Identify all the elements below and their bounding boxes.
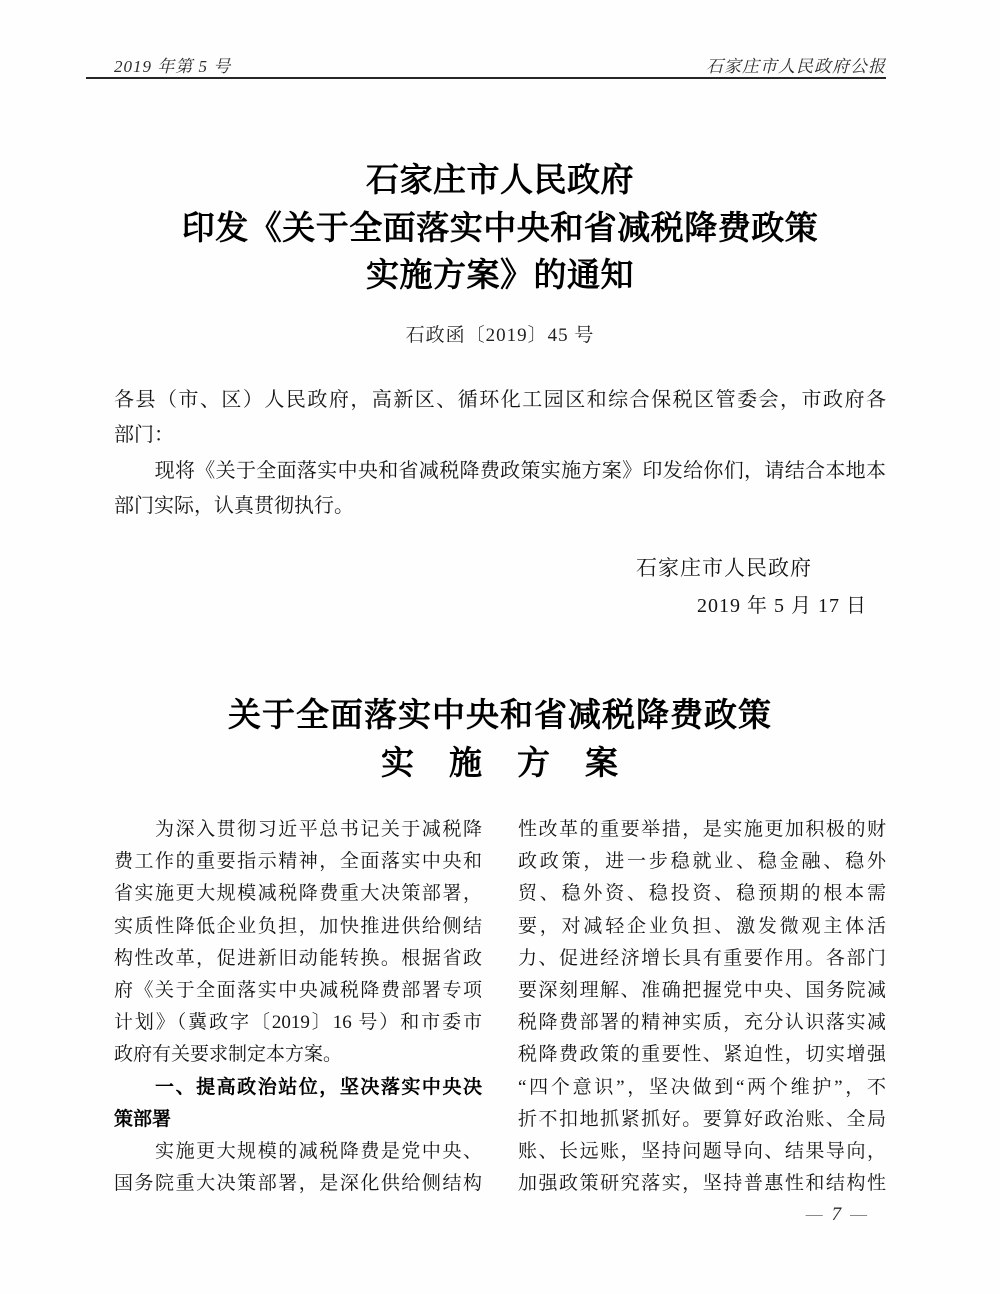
plan-text-line: “四个意识”，坚决做到“两个维护”，不 (518, 1076, 886, 1098)
signature-org: 石家庄市人民政府 (636, 556, 812, 580)
signature-date: 2019 年 5 月 17 日 (697, 595, 867, 617)
plan-text-line: 国务院重大决策部署，是深化供给侧结构 (114, 1173, 482, 1195)
notice-body (114, 383, 886, 525)
running-head (114, 52, 886, 77)
plan-text-line: 折不扣地抓紧抓好。要算好政治账、全局 (518, 1108, 886, 1130)
plan-title (0, 692, 1000, 788)
page-number-value: 7 (831, 1204, 842, 1225)
plan-text-line: 政府有关要求制定本方案。 (114, 1044, 343, 1066)
doc-number: 石政函〔2019〕45 号 (405, 325, 595, 346)
plan-right-column (518, 814, 886, 1200)
plan-text-line: 税降费部署的精神实质，充分认识落实减 (518, 1012, 886, 1034)
plan-text-line: 策部署 (114, 1108, 172, 1130)
plan-text-line: 费工作的重要指示精神，全面落实中央和 (114, 851, 482, 873)
plan-text-line: 政政策，进一步稳就业、稳金融、稳外 (518, 851, 886, 873)
header-rule (86, 77, 886, 79)
plan-text-line: 一、提高政治站位，坚决落实中央决 (114, 1076, 482, 1098)
plan-text-line: 实质性降低企业负担，加快推进供给侧结 (114, 915, 482, 937)
notice-body-line: 现将《关于全面落实中央和省减税降费政策实施方案》印发给你们，请结合本地本 (114, 459, 886, 482)
plan-text-line: 加强政策研究落实，坚持普惠性和结构性 (518, 1173, 886, 1195)
page-number (797, 1204, 876, 1226)
plan-text-line: 性改革的重要举措，是实施更加积极的财 (518, 819, 886, 840)
publication-title: 石家庄市人民政府公报 (706, 57, 886, 76)
plan-text-line: 要，对减轻企业负担、激发微观主体活 (518, 915, 886, 937)
plan-text-line: 贸、稳外资、稳投资、稳预期的根本需 (518, 883, 886, 905)
issue-number-label: 2019 年第 5 号 (114, 57, 232, 76)
plan-text-line: 力、促进经济增长具有重要作用。各部门 (518, 947, 886, 969)
plan-text-line: 实施更大规模的减税降费是党中央、 (114, 1141, 482, 1163)
plan-title-line: 实 施 方 案 (381, 746, 619, 782)
notice-body-line: 部门： (114, 424, 174, 447)
notice-body-line: 各县（市、区）人民政府，高新区、循环化工园区和综合保税区管委会，市政府各 (114, 389, 886, 411)
notice-title-line: 石家庄市人民政府 (366, 163, 634, 199)
plan-text-line: 计划》（冀政字〔2019〕16 号）和市委市 (114, 1012, 482, 1034)
plan-text-line: 府《关于全面落实中央减税降费部署专项 (114, 980, 482, 1002)
notice-title-line: 实施方案》的通知 (366, 258, 634, 294)
notice-title (0, 158, 1000, 301)
page-number-dash-right: — (850, 1204, 867, 1225)
plan-left-column (114, 814, 482, 1200)
plan-text-line: 账、长远账，坚持问题导向、结果导向， (518, 1141, 886, 1163)
plan-text-line: 省实施更大规模减税降费重大决策部署， (114, 883, 482, 905)
notice-title-line: 印发《关于全面落实中央和省减税降费政策 (181, 210, 819, 247)
plan-text-line: 构性改革，促进新旧动能转换。根据省政 (114, 947, 482, 969)
notice-body-line: 部门实际，认真贯彻执行。 (114, 495, 354, 518)
plan-title-line: 关于全面落实中央和省减税降费政策 (228, 698, 772, 734)
page-number-dash-left: — (805, 1204, 823, 1225)
plan-text-line: 要深刻理解、准确把握党中央、国务院减 (518, 980, 886, 1002)
plan-text-line: 税降费政策的重要性、紧迫性，切实增强 (518, 1044, 886, 1066)
plan-text-line: 为深入贯彻习近平总书记关于减税降 (114, 819, 482, 840)
